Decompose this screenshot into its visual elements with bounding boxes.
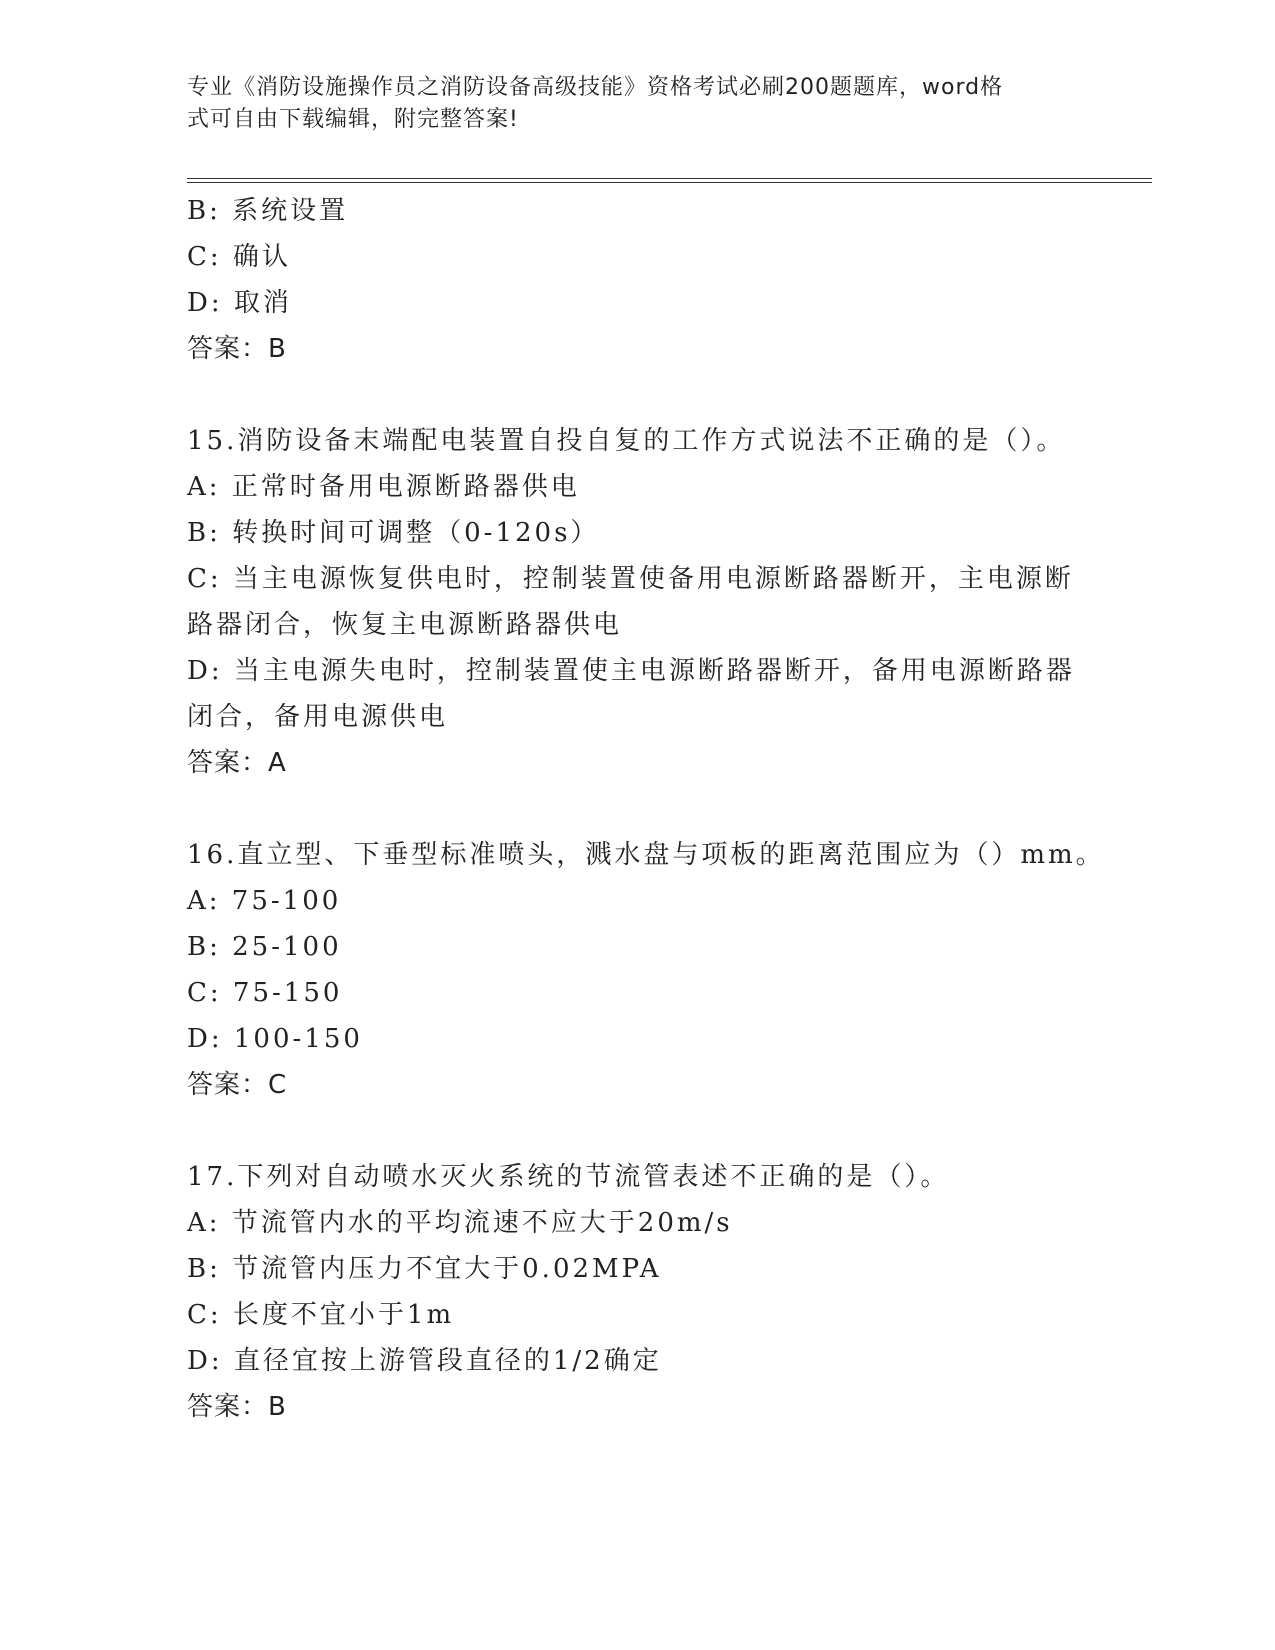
question-15: [187, 418, 1087, 786]
option-b: B: 转换时间可调整（0-120s）: [187, 518, 600, 548]
document-header: [187, 72, 1067, 136]
header-divider-top: [187, 178, 1152, 179]
answer-label: 答案：C: [187, 1070, 288, 1100]
option-b: B: 节流管内压力不宜大于0.02MPA: [187, 1254, 662, 1284]
question-16: [187, 832, 1105, 1108]
spacer: [187, 1108, 1087, 1154]
question-list: [187, 188, 1105, 1430]
answer-label: 答案：B: [187, 1392, 287, 1422]
option-d: D: 取消: [187, 288, 292, 318]
option-c-continued: 路器闭合，恢复主电源断路器供电: [187, 610, 623, 640]
option-a: A: 节流管内水的平均流速不应大于20m/s: [187, 1208, 733, 1238]
option-c: C: 长度不宜小于1m: [187, 1300, 455, 1330]
header-line-2: 式可自由下载编辑，附完整答案!: [187, 107, 519, 132]
answer-label: 答案：B: [187, 334, 287, 364]
option-c: C: 75-150: [187, 978, 343, 1008]
option-b: B: 系统设置: [187, 196, 349, 226]
option-c: C: 当主电源恢复供电时，控制装置使备用电源断路器断开，主电源断: [187, 564, 1074, 594]
question-text: 17.下列对自动喷水灭火系统的节流管表述不正确的是（）。: [187, 1162, 950, 1192]
option-d-continued: 闭合，备用电源供电: [187, 702, 449, 732]
question-14-tail: [187, 188, 1087, 372]
option-d: D: 直径宜按上游管段直径的1/2确定: [187, 1346, 662, 1376]
option-b: B: 25-100: [187, 932, 342, 962]
answer-label: 答案：A: [187, 748, 287, 778]
spacer: [187, 786, 1087, 832]
option-a: A: 75-100: [187, 886, 342, 916]
question-17: [187, 1154, 1087, 1430]
spacer: [187, 372, 1087, 418]
header-divider-bottom: [187, 182, 1152, 183]
option-c: C: 确认: [187, 242, 291, 272]
option-d: D: 100-150: [187, 1024, 363, 1054]
header-line-1: 专业《消防设施操作员之消防设备高级技能》资格考试必刷200题题库，word格: [187, 75, 1004, 100]
option-d: D: 当主电源失电时，控制装置使主电源断路器断开，备用电源断路器: [187, 656, 1075, 686]
question-text: 16.直立型、下垂型标准喷头，溅水盘与项板的距离范围应为（）mm。: [187, 840, 1105, 870]
option-a: A: 正常时备用电源断路器供电: [187, 472, 580, 502]
question-text: 15.消防设备末端配电装置自投自复的工作方式说法不正确的是（）。: [187, 426, 1066, 456]
